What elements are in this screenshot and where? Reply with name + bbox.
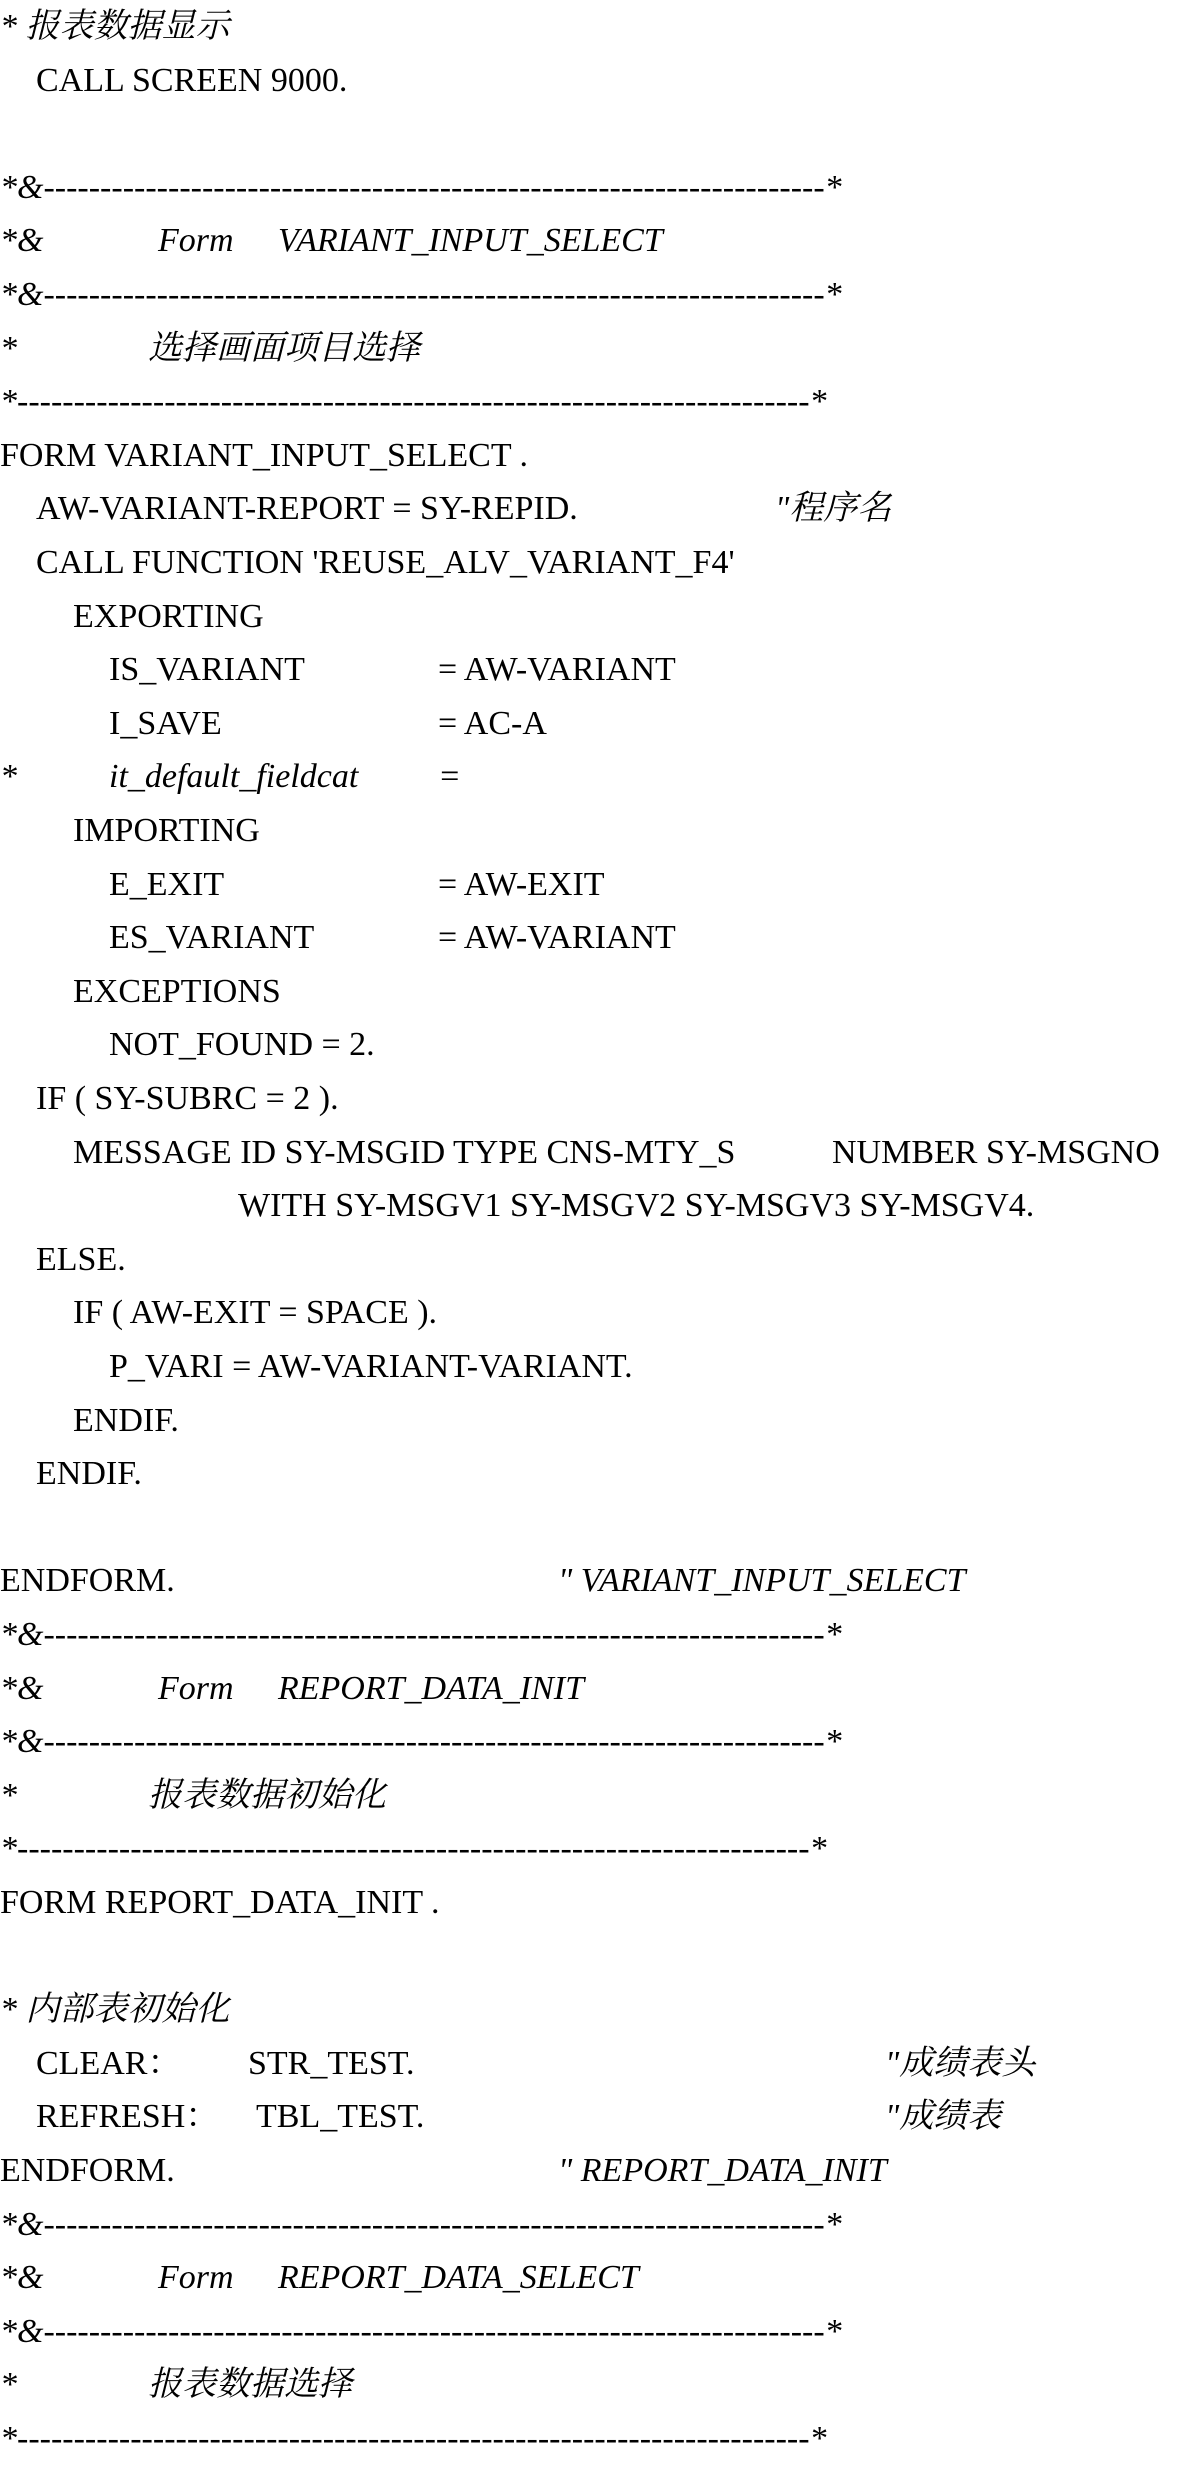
- code-line: [0, 965, 1194, 1019]
- code-text: IF ( AW-EXIT = SPACE ).: [73, 1294, 438, 1332]
- code-line: [0, 1126, 1194, 1180]
- code-line: [0, 2144, 1194, 2198]
- code-text: TBL_TEST.: [256, 2098, 425, 2136]
- code-line: [0, 161, 1194, 215]
- code-text: = AC-A: [438, 704, 547, 742]
- code-text: ENDFORM.: [0, 2152, 175, 2189]
- code-line: [0, 911, 1194, 965]
- blank-line: [0, 107, 1194, 161]
- code-line: [0, 1233, 1194, 1287]
- comment-text: 报表数据初始化: [148, 1776, 386, 1814]
- comment-text: it_default_fieldcat: [109, 758, 359, 796]
- code-line: [0, 1340, 1194, 1394]
- code-line: [0, 2037, 1194, 2091]
- comment-text: *----------------------------------------------------------------------*: [0, 383, 827, 421]
- code-text: FORM REPORT_DATA_INIT .: [0, 1884, 440, 1921]
- code-line: [0, 643, 1194, 697]
- comment-text: *: [0, 329, 17, 367]
- code-line: [0, 697, 1194, 751]
- code-line: [0, 1179, 1194, 1233]
- code-text: = AW-EXIT: [438, 865, 605, 903]
- code-line: [0, 536, 1194, 590]
- code-text: CLEAR：: [36, 2044, 182, 2082]
- comment-text: *&---------------------------------------------------------------------*: [0, 168, 842, 206]
- comment-text: *&---------------------------------------------------------------------*: [0, 1616, 842, 1653]
- code-text: MESSAGE ID SY-MSGID TYPE CNS-MTY_S: [73, 1133, 736, 1171]
- code-text: E_EXIT: [109, 865, 225, 903]
- code-line: [0, 1072, 1194, 1126]
- comment-text: *&---------------------------------------------------------------------*: [0, 2205, 842, 2243]
- code-line: [0, 214, 1194, 268]
- comment-text: =: [438, 758, 461, 796]
- code-line: [0, 54, 1194, 108]
- comment-text: REPORT_DATA_SELECT: [278, 2259, 639, 2297]
- comment-text: 选择画面项目选择: [148, 329, 420, 367]
- blank-line: [0, 1501, 1194, 1555]
- code-text: CALL SCREEN 9000.: [36, 61, 348, 99]
- code-line: [0, 1822, 1194, 1876]
- comment-text: Form: [158, 1669, 234, 1707]
- comment-text: *: [0, 2366, 17, 2404]
- comment-text: *&: [0, 222, 44, 260]
- comment-text: "程序名: [775, 490, 892, 528]
- code-line: [0, 2251, 1194, 2305]
- comment-text: *&---------------------------------------------------------------------*: [0, 276, 842, 313]
- code-line: [0, 858, 1194, 912]
- comment-text: " VARIANT_INPUT_SELECT: [558, 1562, 966, 1600]
- code-text: P_VARI = AW-VARIANT-VARIANT.: [109, 1348, 633, 1385]
- comment-text: *----------------------------------------------------------------------*: [0, 1830, 827, 1868]
- code-text: ENDFORM.: [0, 1562, 175, 1600]
- code-line: [0, 268, 1194, 322]
- blank-line: [0, 1930, 1194, 1984]
- code-line: [0, 1554, 1194, 1608]
- code-line: [0, 1983, 1194, 2037]
- code-text: IF ( SY-SUBRC = 2 ).: [36, 1080, 339, 1117]
- comment-text: REPORT_DATA_INIT: [278, 1669, 584, 1707]
- code-text: FORM VARIANT_INPUT_SELECT .: [0, 436, 529, 474]
- code-text: AW-VARIANT-REPORT = SY-REPID.: [36, 490, 578, 528]
- comment-text: VARIANT_INPUT_SELECT: [278, 222, 663, 260]
- code-line: [0, 1662, 1194, 1716]
- code-line: [0, 1769, 1194, 1823]
- code-line: [0, 1394, 1194, 1448]
- code-text: ES_VARIANT: [109, 919, 315, 957]
- code-line: [0, 1286, 1194, 1340]
- code-line: [0, 2198, 1194, 2252]
- code-text: ENDIF.: [73, 1401, 179, 1439]
- code-text: I_SAVE: [109, 704, 222, 742]
- code-text: NUMBER SY-MSGNO: [832, 1133, 1160, 1171]
- code-line: [0, 1715, 1194, 1769]
- code-line: [0, 1447, 1194, 1501]
- code-line: [0, 2358, 1194, 2412]
- code-line: [0, 1608, 1194, 1662]
- code-text: ELSE.: [36, 1240, 126, 1278]
- comment-text: *&---------------------------------------------------------------------*: [0, 1723, 842, 1761]
- code-line: [0, 322, 1194, 376]
- code-line: [0, 2412, 1194, 2466]
- code-text: STR_TEST.: [248, 2044, 415, 2082]
- comment-text: *----------------------------------------------------------------------*: [0, 2420, 827, 2457]
- comment-text: *&: [0, 2259, 44, 2297]
- code-text: = AW-VARIANT: [438, 651, 676, 689]
- comment-text: * 报表数据显示: [0, 8, 230, 45]
- code-text: CALL FUNCTION 'REUSE_ALV_VARIANT_F4': [36, 544, 735, 581]
- code-line: [0, 429, 1194, 483]
- code-text: = AW-VARIANT: [438, 919, 676, 957]
- comment-text: *&: [0, 1669, 44, 1707]
- code-line: [0, 2305, 1194, 2359]
- comment-text: Form: [158, 2259, 234, 2297]
- comment-text: *: [0, 1776, 17, 1814]
- code-text: IS_VARIANT: [109, 651, 305, 689]
- code-line: [0, 750, 1194, 804]
- comment-text: " REPORT_DATA_INIT: [558, 2152, 887, 2189]
- comment-text: *: [0, 758, 17, 796]
- code-line: [0, 1018, 1194, 1072]
- code-text: EXCEPTIONS: [73, 972, 281, 1010]
- comment-text: "成绩表: [885, 2098, 1002, 2136]
- code-text: ENDIF.: [36, 1455, 142, 1493]
- code-text: EXPORTING: [73, 597, 264, 635]
- code-line: [0, 804, 1194, 858]
- comment-text: 报表数据选择: [148, 2366, 352, 2404]
- code-line: [0, 482, 1194, 536]
- code-line: [0, 590, 1194, 644]
- comment-text: * 内部表初始化: [0, 1991, 230, 2029]
- code-line: [0, 375, 1194, 429]
- code-line: [0, 1876, 1194, 1930]
- code-line: [0, 2090, 1194, 2144]
- comment-text: *&---------------------------------------------------------------------*: [0, 2312, 842, 2350]
- code-text: IMPORTING: [73, 812, 260, 849]
- code-text: REFRESH：: [36, 2098, 220, 2136]
- code-text: WITH SY-MSGV1 SY-MSGV2 SY-MSGV3 SY-MSGV4.: [238, 1187, 1035, 1225]
- comment-text: Form: [158, 222, 234, 260]
- code-text: NOT_FOUND = 2.: [109, 1026, 375, 1064]
- comment-text: "成绩表头: [885, 2044, 1036, 2082]
- code-line: [0, 0, 1194, 54]
